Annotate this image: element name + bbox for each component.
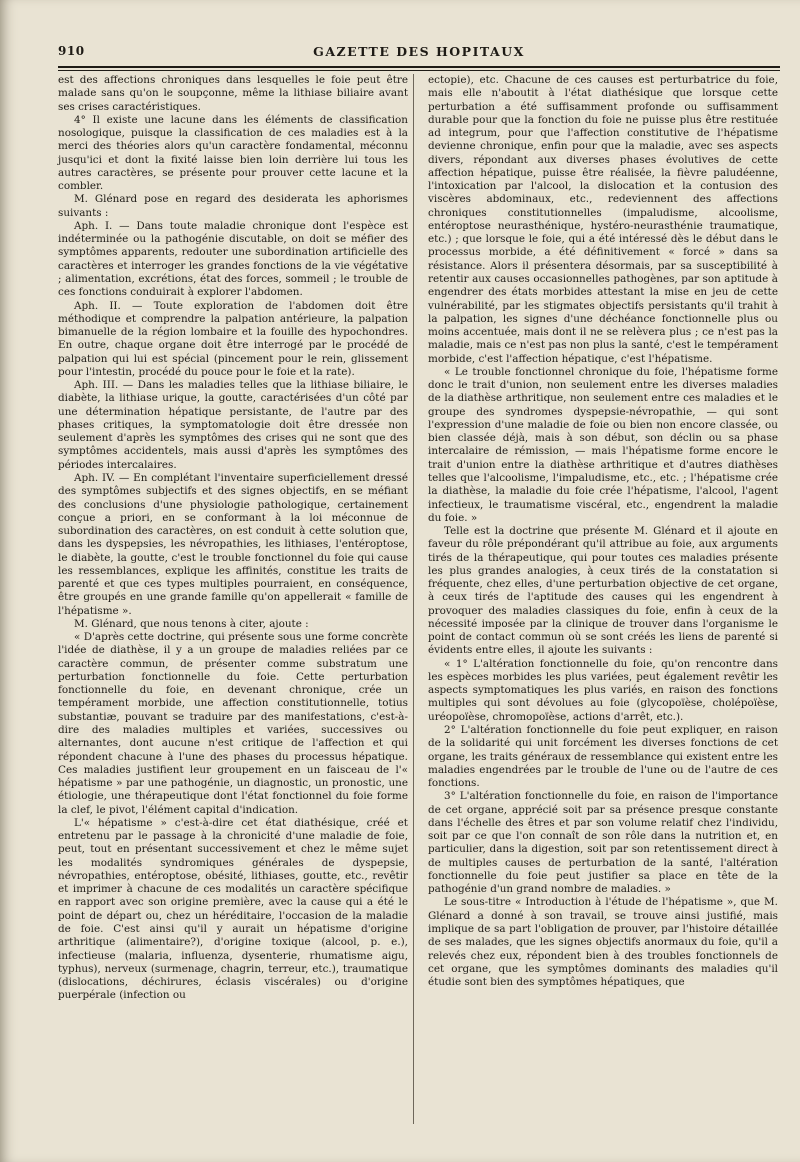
paragraph: « 1° L'altération fonctionnelle du foie, qu'on rencontre dans les espèces morbides les plus variées, peut également revêtir les aspects symptomatiques les plus variés, en raison des fonctions multiples qui sont dévolues au foie (glycopoïèse, cholépoïèse, uréopoïèse, chromopoïèse, actions d'arrêt, etc.). xyxy=(428,657,778,723)
paragraph: ectopie), etc. Chacune de ces causes est perturbatrice du foie, mais elle n'aboutit à l'état diathésique que lorsque cette perturbation a été suffisamment profonde ou suffisamment durable pour que la fonction du foie ne puisse plus être restituée ad integrum, pour que l'affection constitutive de l'hépatisme devienne chronique, enfin pour que la maladie, avec ses aspects divers, répondant aux diverses phases évolutives de cette affection hépatique, puisse être réalisée, la fièvre paludéenne, l'intoxication par l'alcool, la dislocation et la contusion des viscères abdominaux, etc., redeviennent des affections chroniques constitutionnelles (impaludisme, alcoolisme, entéroptose neurasthénique, hystéro-neurasthénie traumatique, etc.) ; que lorsque le foie, qui a été intéressé dès le début dans le processus morbide, a été définitivement « forcé » dans sa résistance. Alors il présentera désormais, par sa susceptibilité à retentir aux causes occasionnelles pathogènes, par son aptitude à engendrer des états morbides attestant la mise en jeu de cette vulnérabilité, par les stigmates objectifs persistants qu'il trahit à la palpation, les signes d'une déchéance fonctionnelle plus ou moins accentuée, mais dont il ne se relèvera plus ; ce n'est pas la maladie, mais ce n'est pas non plus la santé, c'est le tempérament morbide, c'est l'affection hépatique, c'est l'hépatisme. xyxy=(428,74,778,365)
aphorism-4: Aph. IV. — En complétant l'inventaire superficiellement dressé des symptômes subjectifs et des signes objectifs, en se méfiant des conclusions d'une physiologie pathologique, certainement conçue a priori, en se conformant à la loi méconnue de subordination des caractères, on est conduit à cette solution que, dans les dyspepsies, les névropathies, les lithiases, l'entéroptose, le diabète, la goutte, c'est le trouble fonctionnel du foie qui cause les ressemblances, explique les affinités, constitue les traits de parenté et que ces types multiples pourraient, en conséquence, être groupés en une grande famille qu'on appellerait « famille de l'hépatisme ». xyxy=(58,471,408,617)
paragraph: M. Glénard, que nous tenons à citer, ajoute : xyxy=(74,617,309,630)
paragraph: 4° Il existe une lacune dans les éléments de classification nosologique, puisque la classification de ces maladies est à la merci des théories alors qu'un caractère fondamental, méconnu jusqu'ici et dont la fixité laisse bien loin derrière lui tous les autres caractères, se présente pour prouver cette lacune et la combler. xyxy=(58,113,408,193)
page-number: 910 xyxy=(58,44,85,58)
paragraph: L'« hépatisme » c'est-à-dire cet état diathésique, créé et entretenu par le passage à la chronicité d'une maladie de foie, peut, tout en présentant successivement et chez le même sujet les modalités syndromiques générales de dyspepsie, névropathies, entéroptose, obésité, lithiases, goutte, etc., revêtir et imprimer à chacune de ces modalités un caractère spécifique en rapport avec son origine première, avec la cause qui a été le point de départ ou, chez un héréditaire, l'occasion de la maladie de foie. C'est ainsi qu'il y aurait un hépatisme d'origine arthritique (alimentaire?), d'origine toxique (alcool, p. e.), infectieuse (malaria, influenza, dysenterie, rhumatisme aigu, typhus), nerveux (surmenage, chagrin, terreur, etc.), traumatique (dislocations, déchirures, éclasis viscérales) ou d'origine puerpérale (infection ou xyxy=(58,816,408,1002)
paragraph: M. Glénard pose en regard des desiderata les aphorismes suivants : xyxy=(58,193,408,219)
paragraph: 3° L'altération fonctionnelle du foie, en raison de l'importance de cet organe, apprécié soit par sa présence presque constante dans l'échelle des êtres et par son volume relatif chez l'individu, soit par ce que l'on connaît de son rôle dans la nutrition et, en particulier, dans la digestion, soit par son retentissement direct à de multiples causes de perturbation de la santé, l'altération fonctionnelle du foie peut justifier sa place en tête de la pathogénie d'un grand nombre de maladies. » xyxy=(428,790,778,896)
journal-title: GAZETTE DES HOPITAUX xyxy=(313,44,525,59)
paragraph: 2° L'altération fonctionnelle du foie peut expliquer, en raison de la solidarité qui unit forcément les diverses fonctions de cet organe, les traits généraux de ressemblance qui existent entre les maladies engendrées par le trouble de l'une ou de l'autre de ces fonctions. xyxy=(428,724,778,790)
paragraph: « Le trouble fonctionnel chronique du foie, l'hépatisme forme donc le trait d'union, non seulement entre les diverses maladies de la diathèse arthritique, non seulement entre ces maladies et le groupe des syndromes dyspepsie-névropathie, — qui sont l'expression d'une maladie de foie ou bien non encore classée, ou bien classée déjà, mais à son début, son déclin ou sa phase intercalaire de rémission, — mais l'hépatisme forme encore le trait d'union entre la diathèse arthritique et d'autres diathèses telles que l'alcoolisme, l'impaludisme, etc., etc. ; l'hépatisme crée la diathèse, la maladie du foie crée l'hépatisme, l'alcool, l'agent infectieux, le traumatisme viscéral, etc., engendrent la maladie du foie. » xyxy=(428,365,778,524)
paragraph: est des affections chroniques dans lesquelles le foie peut être malade sans qu'on le soupçonne, même la lithiase biliaire avant ses crises caractéristiques. xyxy=(58,74,408,113)
paragraph: « D'après cette doctrine, qui présente sous une forme concrète l'idée de diathèse, il y a un groupe de maladies reliées par ce caractère commun, de présenter comme substratum une perturbation fonctionnelle du foie. Cette perturbation fonctionnelle du foie, en devenant chronique, crée un tempérament morbide, une affection constitutionnelle, totius substantiæ, pouvant se traduire par des manifestations, c'est-à-dire des maladies multiples et variées, successives ou alternantes, dont aucune n'est critique de l'affection et qui répondent chacune à l'une des phases du processus hépatique. Ces maladies justifient leur groupement en un faisceau de l'« hépatisme » par une pathogénie, un diagnostic, un pronostic, une étiologie, une thérapeutique dont l'état fonctionnel du foie forme la clef, le pivot, l'élément capital d'indication. xyxy=(58,631,408,816)
aphorism-1: Aph. I. — Dans toute maladie chronique dont l'espèce est indéterminée ou la pathogénie discutable, on doit se méfier des symptômes apparents, redouter une subordination artificielle des caractères et interroger les grandes fonctions de la vie végétative ; alimentation, excrétions, état des forces, sommeil ; le trouble de ces fonctions conduirait à explorer l'abdomen. xyxy=(58,219,408,299)
header-rule-thin xyxy=(58,70,780,71)
page-header xyxy=(58,44,780,64)
paragraph: Le sous-titre « Introduction à l'étude de l'hépatisme », que M. Glénard a donné à son travail, se trouve ainsi justifié, mais implique de sa part l'obligation de prouver, par l'histoire détaillée de ses malades, que les signes objectifs anormaux du foie, qu'il a relevés chez eux, répondent bien à des troubles fonctionnels de cet organe, que les symptômes dominants des maladies qu'il étudie sont bien des symptômes hépatiques, que xyxy=(428,896,778,989)
header-rule-thick xyxy=(58,66,780,68)
aphorism-2: Aph. II. — Toute exploration de l'abdomen doit être méthodique et comprendre la palpation antérieure, la palpation bimanuelle de la région lombaire et la fouille des hypochondres. En outre, chaque organe doit être interrogé par le procédé de palpation qui lui est spécial (pincement pour le rein, glissement pour l'intestin, procédé du pouce pour le foie et la rate). xyxy=(58,299,408,378)
column-divider xyxy=(413,74,414,1124)
left-column xyxy=(58,74,408,1003)
right-column xyxy=(428,74,778,989)
paragraph: Telle est la doctrine que présente M. Glénard et il ajoute en faveur du rôle prépondérant qu'il attribue au foie, aux arguments tirés de la thérapeutique, qui pour toutes ces maladies présente les plus grandes analogies, à ceux tirés de la constatation si fréquente, chez elles, d'une perturbation objective de cet organe, à ceux tirés de l'aptitude des causes qui les engendrent à provoquer des maladies classiques du foie, enfin à ceux de la nécessité imposée par la clinique de trouver dans l'organisme le point de contact commun où se sont créés les liens de parenté si évidents entre elles, il ajoute les suivants : xyxy=(428,525,778,657)
aphorism-3: Aph. III. — Dans les maladies telles que la lithiase biliaire, le diabète, la lithiase urique, la goutte, caractérisées d'un côté par une détermination hépatique persistante, de l'autre par des phases critiques, la symptomatologie doit être dressée non seulement d'après les symptômes des crises qui ne sont que des symptômes accidentels, mais aussi d'après les symptômes des périodes intercalaires. xyxy=(58,379,408,471)
